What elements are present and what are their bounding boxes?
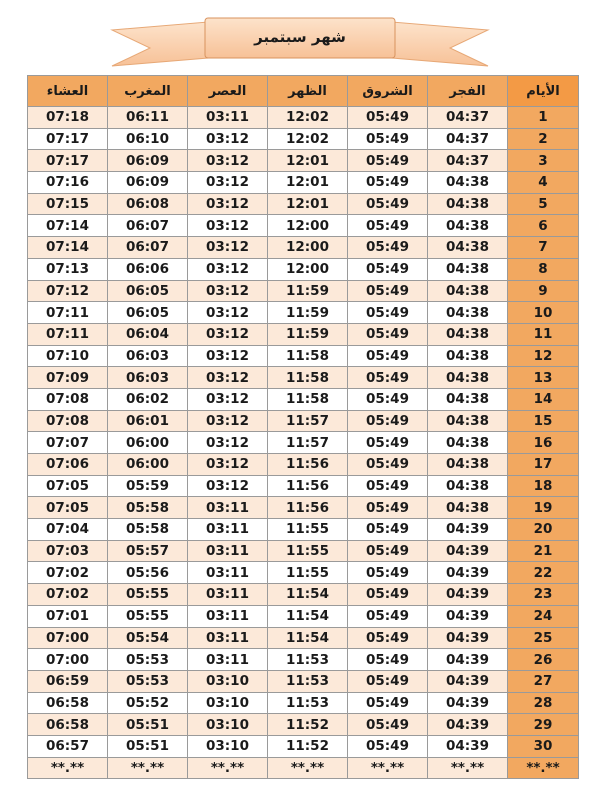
fajr-time-cell: 04:38 — [428, 323, 508, 345]
asr-time-cell: 03:12 — [188, 215, 268, 237]
table-row — [28, 475, 579, 497]
fajr-time-cell: 04:39 — [428, 735, 508, 757]
day-number-cell: 28 — [508, 692, 579, 714]
sunrise-time-cell: 05:49 — [348, 258, 428, 280]
maghrib-time-cell: 05:53 — [108, 649, 188, 671]
day-number-cell: 18 — [508, 475, 579, 497]
dhuhr-time-cell: 11:53 — [268, 670, 348, 692]
day-number-cell: 6 — [508, 215, 579, 237]
maghrib-time-cell: 06:00 — [108, 432, 188, 454]
dhuhr-time-cell: 12:01 — [268, 150, 348, 172]
asr-time-cell: 03:12 — [188, 280, 268, 302]
table-row — [28, 193, 579, 215]
asr-time-cell: 03:12 — [188, 150, 268, 172]
fajr-time-cell: 04:38 — [428, 258, 508, 280]
day-number-cell: 20 — [508, 519, 579, 541]
fajr-time-cell: **.** — [428, 757, 508, 779]
fajr-time-cell: 04:38 — [428, 280, 508, 302]
header-sunrise: الشروق — [348, 76, 428, 107]
day-number-cell: 14 — [508, 388, 579, 410]
month-title: شهر سبتمبر — [254, 28, 346, 46]
table-body — [28, 107, 579, 779]
day-number-cell: 15 — [508, 410, 579, 432]
asr-time-cell: 03:10 — [188, 692, 268, 714]
dhuhr-time-cell: 11:59 — [268, 323, 348, 345]
isha-time-cell: 07:15 — [28, 193, 108, 215]
maghrib-time-cell: 06:10 — [108, 128, 188, 150]
fajr-time-cell: 04:39 — [428, 519, 508, 541]
dhuhr-time-cell: 11:58 — [268, 388, 348, 410]
sunrise-time-cell: 05:49 — [348, 410, 428, 432]
isha-time-cell: 07:17 — [28, 128, 108, 150]
asr-time-cell: 03:12 — [188, 345, 268, 367]
isha-time-cell: **.** — [28, 757, 108, 779]
fajr-time-cell: 04:39 — [428, 627, 508, 649]
fajr-time-cell: 04:39 — [428, 584, 508, 606]
isha-time-cell: 07:07 — [28, 432, 108, 454]
sunrise-time-cell: 05:49 — [348, 345, 428, 367]
day-number-cell: 4 — [508, 172, 579, 194]
dhuhr-time-cell: 11:52 — [268, 714, 348, 736]
header-isha: العشاء — [28, 76, 108, 107]
sunrise-time-cell: 05:49 — [348, 172, 428, 194]
sunrise-time-cell: 05:49 — [348, 150, 428, 172]
dhuhr-time-cell: 11:53 — [268, 649, 348, 671]
dhuhr-time-cell: 11:57 — [268, 432, 348, 454]
asr-time-cell: 03:11 — [188, 540, 268, 562]
sunrise-time-cell: 05:49 — [348, 302, 428, 324]
dhuhr-time-cell: 11:56 — [268, 454, 348, 476]
table-row — [28, 605, 579, 627]
fajr-time-cell: 04:37 — [428, 150, 508, 172]
table-row — [28, 150, 579, 172]
maghrib-time-cell: 05:54 — [108, 627, 188, 649]
maghrib-time-cell: 05:51 — [108, 714, 188, 736]
table-row — [28, 107, 579, 129]
day-number-cell: 27 — [508, 670, 579, 692]
asr-time-cell: 03:12 — [188, 193, 268, 215]
day-number-cell: 10 — [508, 302, 579, 324]
isha-time-cell: 07:00 — [28, 627, 108, 649]
sunrise-time-cell: 05:49 — [348, 605, 428, 627]
sunrise-time-cell: 05:49 — [348, 323, 428, 345]
asr-time-cell: 03:12 — [188, 388, 268, 410]
day-number-cell: 19 — [508, 497, 579, 519]
table-row — [28, 237, 579, 259]
table-row — [28, 367, 579, 389]
day-number-cell: 26 — [508, 649, 579, 671]
maghrib-time-cell: 06:05 — [108, 280, 188, 302]
table-row — [28, 735, 579, 757]
day-number-cell: **.** — [508, 757, 579, 779]
table-row — [28, 584, 579, 606]
asr-time-cell: 03:12 — [188, 302, 268, 324]
isha-time-cell: 07:08 — [28, 388, 108, 410]
asr-time-cell: 03:11 — [188, 519, 268, 541]
table-row — [28, 627, 579, 649]
sunrise-time-cell: **.** — [348, 757, 428, 779]
day-number-cell: 11 — [508, 323, 579, 345]
maghrib-time-cell: 06:08 — [108, 193, 188, 215]
dhuhr-time-cell: 12:02 — [268, 128, 348, 150]
fajr-time-cell: 04:38 — [428, 410, 508, 432]
day-number-cell: 17 — [508, 454, 579, 476]
fajr-time-cell: 04:38 — [428, 454, 508, 476]
isha-time-cell: 06:57 — [28, 735, 108, 757]
table-row — [28, 562, 579, 584]
sunrise-time-cell: 05:49 — [348, 367, 428, 389]
header-fajr: الفجر — [428, 76, 508, 107]
dhuhr-time-cell: 12:00 — [268, 258, 348, 280]
asr-time-cell: 03:12 — [188, 237, 268, 259]
table-row — [28, 454, 579, 476]
maghrib-time-cell: 06:05 — [108, 302, 188, 324]
isha-time-cell: 07:16 — [28, 172, 108, 194]
fajr-time-cell: 04:38 — [428, 302, 508, 324]
fajr-time-cell: 04:38 — [428, 497, 508, 519]
fajr-time-cell: 04:39 — [428, 562, 508, 584]
sunrise-time-cell: 05:49 — [348, 454, 428, 476]
asr-time-cell: 03:12 — [188, 172, 268, 194]
prayer-times-table — [27, 75, 579, 779]
maghrib-time-cell: 05:58 — [108, 519, 188, 541]
day-number-cell: 8 — [508, 258, 579, 280]
fajr-time-cell: 04:39 — [428, 670, 508, 692]
isha-time-cell: 07:09 — [28, 367, 108, 389]
dhuhr-time-cell: 11:57 — [268, 410, 348, 432]
asr-time-cell: 03:12 — [188, 323, 268, 345]
day-number-cell: 30 — [508, 735, 579, 757]
dhuhr-time-cell: **.** — [268, 757, 348, 779]
fajr-time-cell: 04:38 — [428, 345, 508, 367]
table-row — [28, 670, 579, 692]
header-dhuhr: الظهر — [268, 76, 348, 107]
fajr-time-cell: 04:39 — [428, 605, 508, 627]
maghrib-time-cell: 06:04 — [108, 323, 188, 345]
sunrise-time-cell: 05:49 — [348, 388, 428, 410]
dhuhr-time-cell: 11:58 — [268, 345, 348, 367]
day-number-cell: 12 — [508, 345, 579, 367]
dhuhr-time-cell: 11:53 — [268, 692, 348, 714]
fajr-time-cell: 04:37 — [428, 128, 508, 150]
maghrib-time-cell: 05:52 — [108, 692, 188, 714]
table-row — [28, 519, 579, 541]
asr-time-cell: 03:10 — [188, 735, 268, 757]
table-row — [28, 323, 579, 345]
asr-time-cell: 03:11 — [188, 107, 268, 129]
fajr-time-cell: 04:39 — [428, 714, 508, 736]
sunrise-time-cell: 05:49 — [348, 432, 428, 454]
dhuhr-time-cell: 11:58 — [268, 367, 348, 389]
maghrib-time-cell: 06:07 — [108, 237, 188, 259]
dhuhr-time-cell: 12:01 — [268, 193, 348, 215]
sunrise-time-cell: 05:49 — [348, 215, 428, 237]
isha-time-cell: 06:58 — [28, 692, 108, 714]
maghrib-time-cell: **.** — [108, 757, 188, 779]
day-number-cell: 21 — [508, 540, 579, 562]
isha-time-cell: 07:05 — [28, 475, 108, 497]
dhuhr-time-cell: 11:54 — [268, 584, 348, 606]
header-asr: العصر — [188, 76, 268, 107]
table-row — [28, 497, 579, 519]
asr-time-cell: 03:11 — [188, 584, 268, 606]
isha-time-cell: 07:13 — [28, 258, 108, 280]
isha-time-cell: 07:06 — [28, 454, 108, 476]
header-maghrib: المغرب — [108, 76, 188, 107]
asr-time-cell: 03:11 — [188, 627, 268, 649]
sunrise-time-cell: 05:49 — [348, 714, 428, 736]
fajr-time-cell: 04:38 — [428, 237, 508, 259]
asr-time-cell: 03:12 — [188, 258, 268, 280]
fajr-time-cell: 04:38 — [428, 172, 508, 194]
sunrise-time-cell: 05:49 — [348, 128, 428, 150]
isha-time-cell: 07:02 — [28, 584, 108, 606]
maghrib-time-cell: 06:03 — [108, 367, 188, 389]
isha-time-cell: 07:00 — [28, 649, 108, 671]
dhuhr-time-cell: 12:00 — [268, 215, 348, 237]
table-row — [28, 757, 579, 779]
fajr-time-cell: 04:39 — [428, 540, 508, 562]
day-number-cell: 5 — [508, 193, 579, 215]
day-number-cell: 3 — [508, 150, 579, 172]
day-number-cell: 24 — [508, 605, 579, 627]
maghrib-time-cell: 06:11 — [108, 107, 188, 129]
sunrise-time-cell: 05:49 — [348, 670, 428, 692]
maghrib-time-cell: 06:06 — [108, 258, 188, 280]
asr-time-cell: 03:10 — [188, 670, 268, 692]
asr-time-cell: 03:12 — [188, 454, 268, 476]
sunrise-time-cell: 05:49 — [348, 280, 428, 302]
maghrib-time-cell: 05:51 — [108, 735, 188, 757]
isha-time-cell: 07:18 — [28, 107, 108, 129]
sunrise-time-cell: 05:49 — [348, 497, 428, 519]
sunrise-time-cell: 05:49 — [348, 237, 428, 259]
sunrise-time-cell: 05:49 — [348, 107, 428, 129]
asr-time-cell: 03:11 — [188, 649, 268, 671]
table-row — [28, 345, 579, 367]
sunrise-time-cell: 05:49 — [348, 627, 428, 649]
maghrib-time-cell: 05:55 — [108, 605, 188, 627]
fajr-time-cell: 04:38 — [428, 367, 508, 389]
isha-time-cell: 06:59 — [28, 670, 108, 692]
dhuhr-time-cell: 12:00 — [268, 237, 348, 259]
maghrib-time-cell: 06:09 — [108, 172, 188, 194]
sunrise-time-cell: 05:49 — [348, 193, 428, 215]
table-row — [28, 172, 579, 194]
asr-time-cell: 03:12 — [188, 432, 268, 454]
day-number-cell: 1 — [508, 107, 579, 129]
dhuhr-time-cell: 11:59 — [268, 302, 348, 324]
table-row — [28, 432, 579, 454]
dhuhr-time-cell: 11:54 — [268, 605, 348, 627]
table-row — [28, 714, 579, 736]
maghrib-time-cell: 05:55 — [108, 584, 188, 606]
day-number-cell: 13 — [508, 367, 579, 389]
asr-time-cell: 03:11 — [188, 605, 268, 627]
table-row — [28, 692, 579, 714]
fajr-time-cell: 04:38 — [428, 193, 508, 215]
sunrise-time-cell: 05:49 — [348, 562, 428, 584]
isha-time-cell: 07:05 — [28, 497, 108, 519]
dhuhr-time-cell: 11:56 — [268, 475, 348, 497]
fajr-time-cell: 04:38 — [428, 215, 508, 237]
maghrib-time-cell: 06:09 — [108, 150, 188, 172]
fajr-time-cell: 04:39 — [428, 649, 508, 671]
day-number-cell: 7 — [508, 237, 579, 259]
dhuhr-time-cell: 12:02 — [268, 107, 348, 129]
sunrise-time-cell: 05:49 — [348, 519, 428, 541]
day-number-cell: 25 — [508, 627, 579, 649]
fajr-time-cell: 04:38 — [428, 432, 508, 454]
isha-time-cell: 06:58 — [28, 714, 108, 736]
asr-time-cell: 03:12 — [188, 367, 268, 389]
sunrise-time-cell: 05:49 — [348, 735, 428, 757]
isha-time-cell: 07:10 — [28, 345, 108, 367]
isha-time-cell: 07:08 — [28, 410, 108, 432]
asr-time-cell: 03:12 — [188, 128, 268, 150]
maghrib-time-cell: 05:56 — [108, 562, 188, 584]
table-row — [28, 410, 579, 432]
fajr-time-cell: 04:38 — [428, 388, 508, 410]
table-row — [28, 215, 579, 237]
isha-time-cell: 07:14 — [28, 215, 108, 237]
sunrise-time-cell: 05:49 — [348, 540, 428, 562]
sunrise-time-cell: 05:49 — [348, 475, 428, 497]
day-number-cell: 23 — [508, 584, 579, 606]
day-number-cell: 16 — [508, 432, 579, 454]
maghrib-time-cell: 06:02 — [108, 388, 188, 410]
table-row — [28, 258, 579, 280]
dhuhr-time-cell: 11:56 — [268, 497, 348, 519]
isha-time-cell: 07:14 — [28, 237, 108, 259]
header-row — [28, 76, 579, 107]
sunrise-time-cell: 05:49 — [348, 584, 428, 606]
dhuhr-time-cell: 11:59 — [268, 280, 348, 302]
table-row — [28, 649, 579, 671]
maghrib-time-cell: 06:07 — [108, 215, 188, 237]
table-row — [28, 280, 579, 302]
table-row — [28, 540, 579, 562]
isha-time-cell: 07:11 — [28, 302, 108, 324]
fajr-time-cell: 04:39 — [428, 692, 508, 714]
dhuhr-time-cell: 11:55 — [268, 540, 348, 562]
sunrise-time-cell: 05:49 — [348, 692, 428, 714]
day-number-cell: 29 — [508, 714, 579, 736]
maghrib-time-cell: 05:53 — [108, 670, 188, 692]
dhuhr-time-cell: 11:52 — [268, 735, 348, 757]
fajr-time-cell: 04:38 — [428, 475, 508, 497]
dhuhr-time-cell: 11:55 — [268, 519, 348, 541]
month-banner — [0, 0, 600, 74]
isha-time-cell: 07:12 — [28, 280, 108, 302]
maghrib-time-cell: 06:00 — [108, 454, 188, 476]
table-row — [28, 302, 579, 324]
asr-time-cell: 03:10 — [188, 714, 268, 736]
maghrib-time-cell: 05:58 — [108, 497, 188, 519]
day-number-cell: 9 — [508, 280, 579, 302]
table-row — [28, 128, 579, 150]
header-days: الأيام — [508, 76, 579, 107]
isha-time-cell: 07:02 — [28, 562, 108, 584]
maghrib-time-cell: 05:59 — [108, 475, 188, 497]
dhuhr-time-cell: 11:54 — [268, 627, 348, 649]
isha-time-cell: 07:11 — [28, 323, 108, 345]
dhuhr-time-cell: 12:01 — [268, 172, 348, 194]
isha-time-cell: 07:03 — [28, 540, 108, 562]
fajr-time-cell: 04:37 — [428, 107, 508, 129]
maghrib-time-cell: 06:03 — [108, 345, 188, 367]
isha-time-cell: 07:17 — [28, 150, 108, 172]
dhuhr-time-cell: 11:55 — [268, 562, 348, 584]
table-row — [28, 388, 579, 410]
sunrise-time-cell: 05:49 — [348, 649, 428, 671]
asr-time-cell: 03:12 — [188, 410, 268, 432]
asr-time-cell: 03:12 — [188, 475, 268, 497]
maghrib-time-cell: 06:01 — [108, 410, 188, 432]
day-number-cell: 2 — [508, 128, 579, 150]
day-number-cell: 22 — [508, 562, 579, 584]
isha-time-cell: 07:04 — [28, 519, 108, 541]
asr-time-cell: 03:11 — [188, 562, 268, 584]
isha-time-cell: 07:01 — [28, 605, 108, 627]
asr-time-cell: 03:11 — [188, 497, 268, 519]
asr-time-cell: **.** — [188, 757, 268, 779]
maghrib-time-cell: 05:57 — [108, 540, 188, 562]
